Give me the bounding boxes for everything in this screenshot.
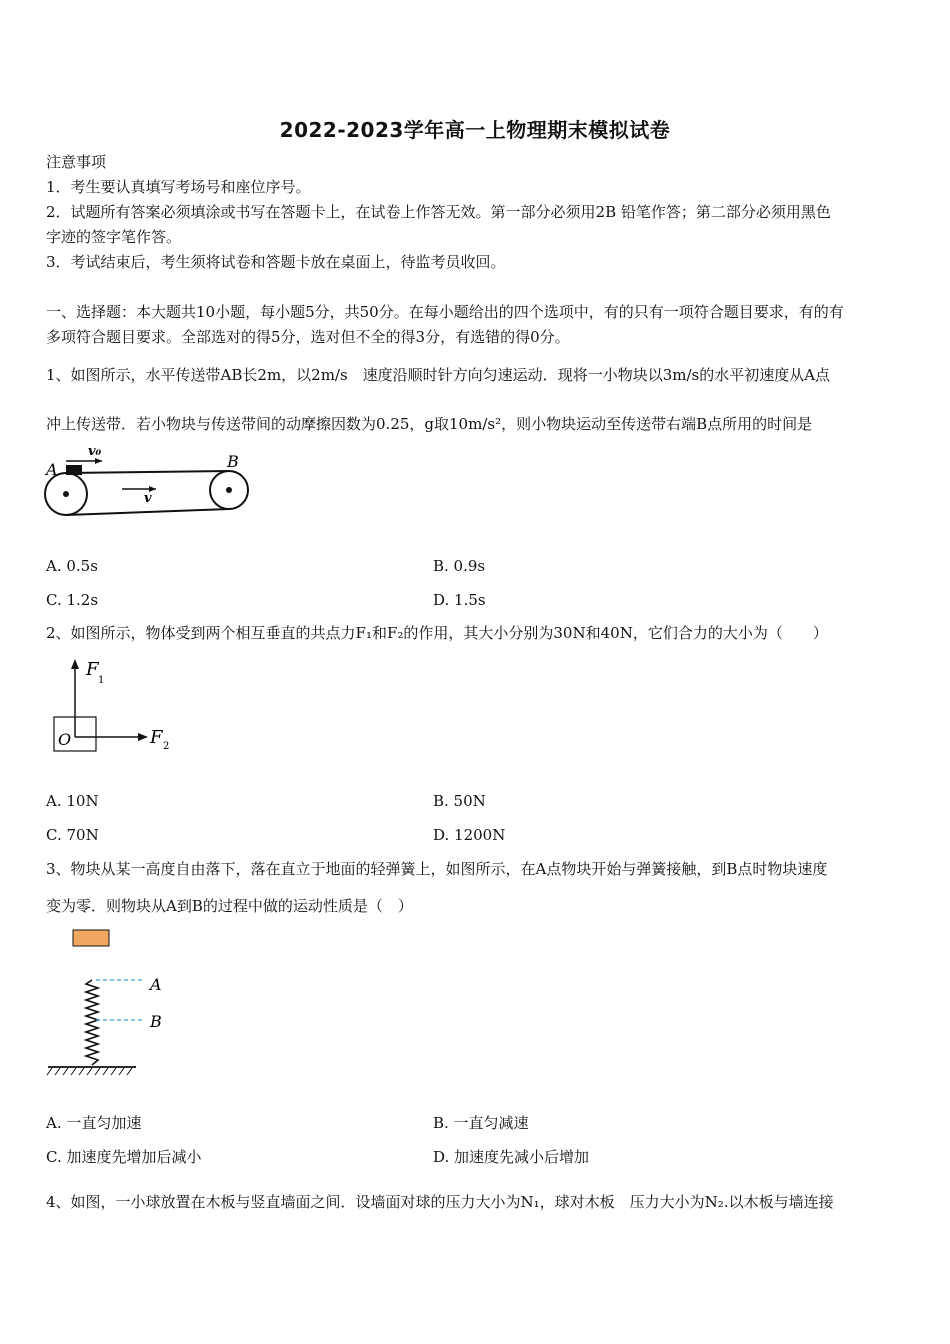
- q3-option-d[interactable]: D. 加速度先减小后增加: [433, 1148, 590, 1166]
- question-2-text: 2、如图所示，物体受到两个相互垂直的共点力F₁和F₂的作用，其大小分别为30N和40N，它们合力的大小为（ ）: [46, 624, 828, 642]
- label-v: v: [144, 491, 152, 506]
- q2-option-b[interactable]: B. 50N: [433, 792, 486, 810]
- force-diagram-figure: [46, 655, 186, 755]
- q1-option-b[interactable]: B. 0.9s: [433, 557, 486, 575]
- question-1-text-line1: 1、如图所示，水平传送带AB长2m，以2m/s 速度沿顺时针方向匀速运动．现将一小物块以3m/s的水平初速度从A点: [46, 366, 831, 384]
- label-o: O: [58, 730, 72, 749]
- notice-item-2-cont: 字迹的签字笔作答。: [46, 228, 182, 246]
- question-1-text-line2: 冲上传送带．若小物块与传送带间的动摩擦因数为0.25，g取10m/s²，则小物块运动至传送带右端B点所用的时间是: [46, 415, 813, 433]
- label-f1: F: [86, 659, 99, 680]
- question-3-text-line1: 3、物块从某一高度自由落下，落在直立于地面的轻弹簧上，如图所示，在A点物块开始与弹簧接触，到B点时物块速度: [46, 860, 828, 878]
- q2-option-c[interactable]: C. 70N: [46, 826, 99, 844]
- section-instructions-line2: 多项符合题目要求。全部选对的得5分，选对但不全的得3分，有选错的得0分。: [46, 328, 570, 346]
- notice-heading: 注意事项: [46, 153, 107, 171]
- notice-item-2: 2．试题所有答案必须填涂或书写在答题卡上，在试卷上作答无效。第一部分必须用2B 铅笔作答；第二部分必须用黑色: [46, 203, 831, 221]
- page-title: 2022-2023学年高一上物理期末模拟试卷: [279, 118, 671, 142]
- label-b: B: [227, 452, 239, 471]
- q3-option-b[interactable]: B. 一直匀减速: [433, 1114, 529, 1132]
- q1-option-d[interactable]: D. 1.5s: [433, 591, 486, 609]
- q1-option-c[interactable]: C. 1.2s: [46, 591, 99, 609]
- q3-option-a[interactable]: A. 一直匀加速: [46, 1114, 142, 1132]
- falling-block: [73, 930, 109, 946]
- question-3-text-line2: 变为零．则物块从A到B的过程中做的运动性质是（ ）: [46, 897, 413, 915]
- spring-figure: [44, 925, 174, 1080]
- q1-option-a[interactable]: A. 0.5s: [46, 557, 98, 575]
- q2-option-a[interactable]: A. 10N: [46, 792, 99, 810]
- spring: [86, 980, 98, 1065]
- notice-item-3: 3．考试结束后，考生须将试卷和答题卡放在桌面上，待监考员收回。: [46, 253, 506, 271]
- conveyor-belt-figure: [40, 440, 260, 524]
- section-instructions-line1: 一、选择题：本大题共10小题，每小题5分，共50分。在每小题给出的四个选项中，有的只有一项符合题目要求，有的有: [46, 303, 844, 321]
- label-a: A: [46, 460, 58, 479]
- label-v0: v₀: [88, 444, 102, 459]
- label-b: B: [150, 1012, 162, 1031]
- notice-item-1: 1．考生要认真填写考场号和座位序号。: [46, 178, 311, 196]
- label-f1-sub: 1: [98, 675, 105, 686]
- label-a: A: [150, 975, 162, 994]
- q2-option-d[interactable]: D. 1200N: [433, 826, 506, 844]
- label-f2-sub: 2: [163, 741, 170, 752]
- question-4-text-line1: 4、如图，一小球放置在木板与竖直墙面之间．设墙面对球的压力大小为N₁，球对木板 压力大小为N₂.以木板与墙连接: [46, 1193, 834, 1211]
- label-f2: F: [150, 727, 163, 748]
- q3-option-c[interactable]: C. 加速度先增加后减小: [46, 1148, 202, 1166]
